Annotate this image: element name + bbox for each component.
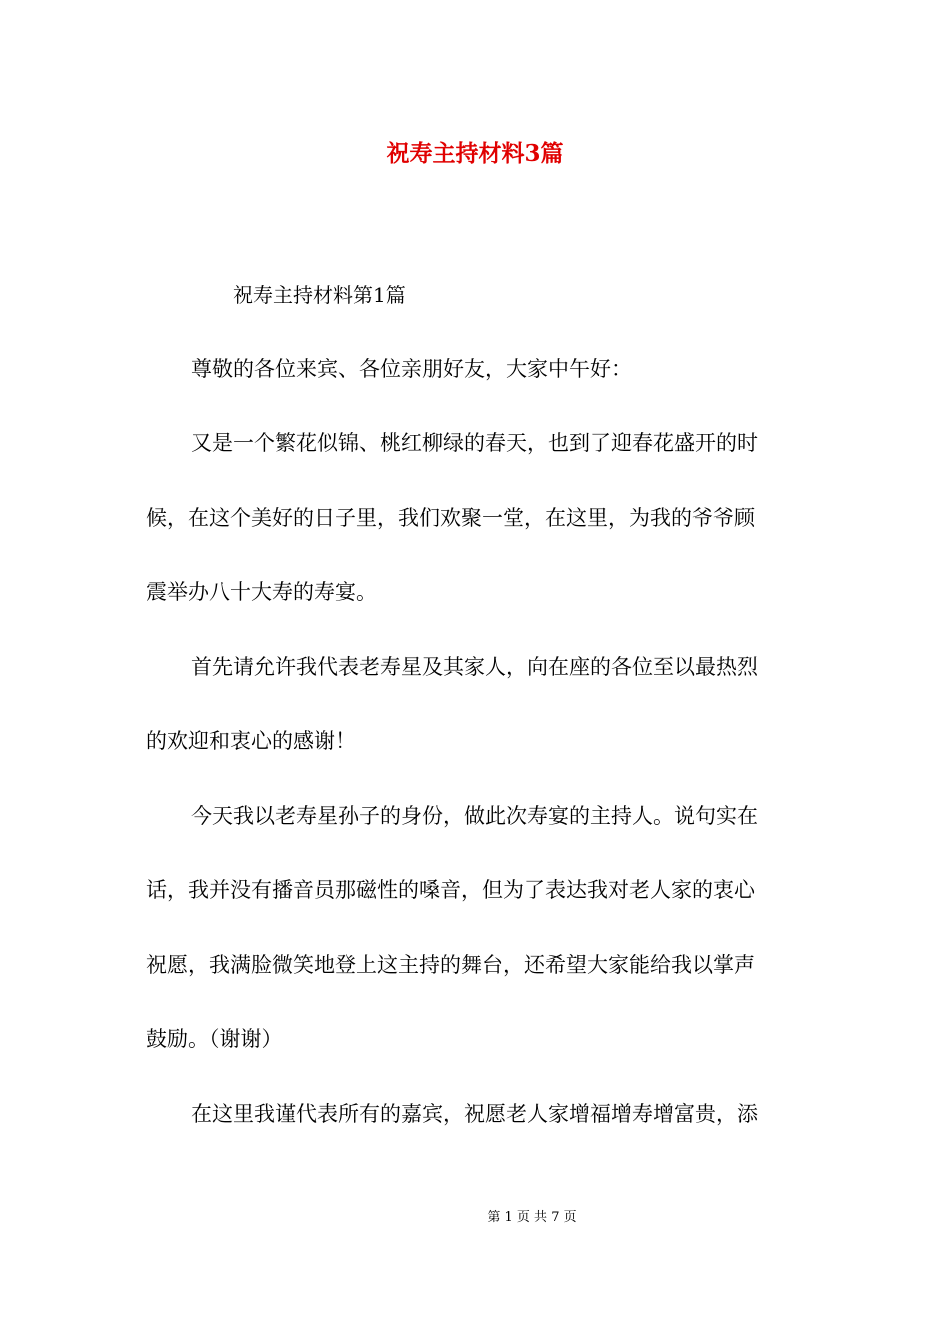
paragraph-line: 今天我以老寿星孙子的身份，做此次寿宴的主持人。说句实在 — [191, 804, 758, 828]
paragraph-line: 候，在这个美好的日子里，我们欢聚一堂，在这里，为我的爷爷顾 — [146, 506, 755, 530]
paragraph-line: 首先请允许我代表老寿星及其家人，向在座的各位至以最热烈 — [191, 655, 758, 679]
paragraph-line: 的欢迎和衷心的感谢！ — [146, 729, 356, 753]
paragraph-line: 尊敬的各位来宾、各位亲朋好友，大家中午好： — [191, 357, 632, 381]
document-title: 祝寿主持材料3篇 — [386, 140, 564, 167]
paragraph-line: 鼓励。（谢谢） — [146, 1027, 283, 1051]
paragraph-line: 又是一个繁花似锦、桃红柳绿的春天，也到了迎春花盛开的时 — [191, 431, 758, 455]
paragraph-line: 话，我并没有播音员那磁性的嗓音，但为了表达我对老人家的衷心 — [146, 878, 755, 902]
paragraph-line: 在这里我谨代表所有的嘉宾，祝愿老人家增福增寿增富贵，添 — [191, 1102, 758, 1126]
paragraph-line: 震举办八十大寿的寿宴。 — [146, 580, 377, 604]
paragraph-line: 祝愿，我满脸微笑地登上这主持的舞台，还希望大家能给我以掌声 — [146, 953, 755, 977]
section-heading: 祝寿主持材料第1篇 — [233, 283, 406, 307]
page-number: 第 1 页 共 7 页 — [487, 1210, 577, 1225]
